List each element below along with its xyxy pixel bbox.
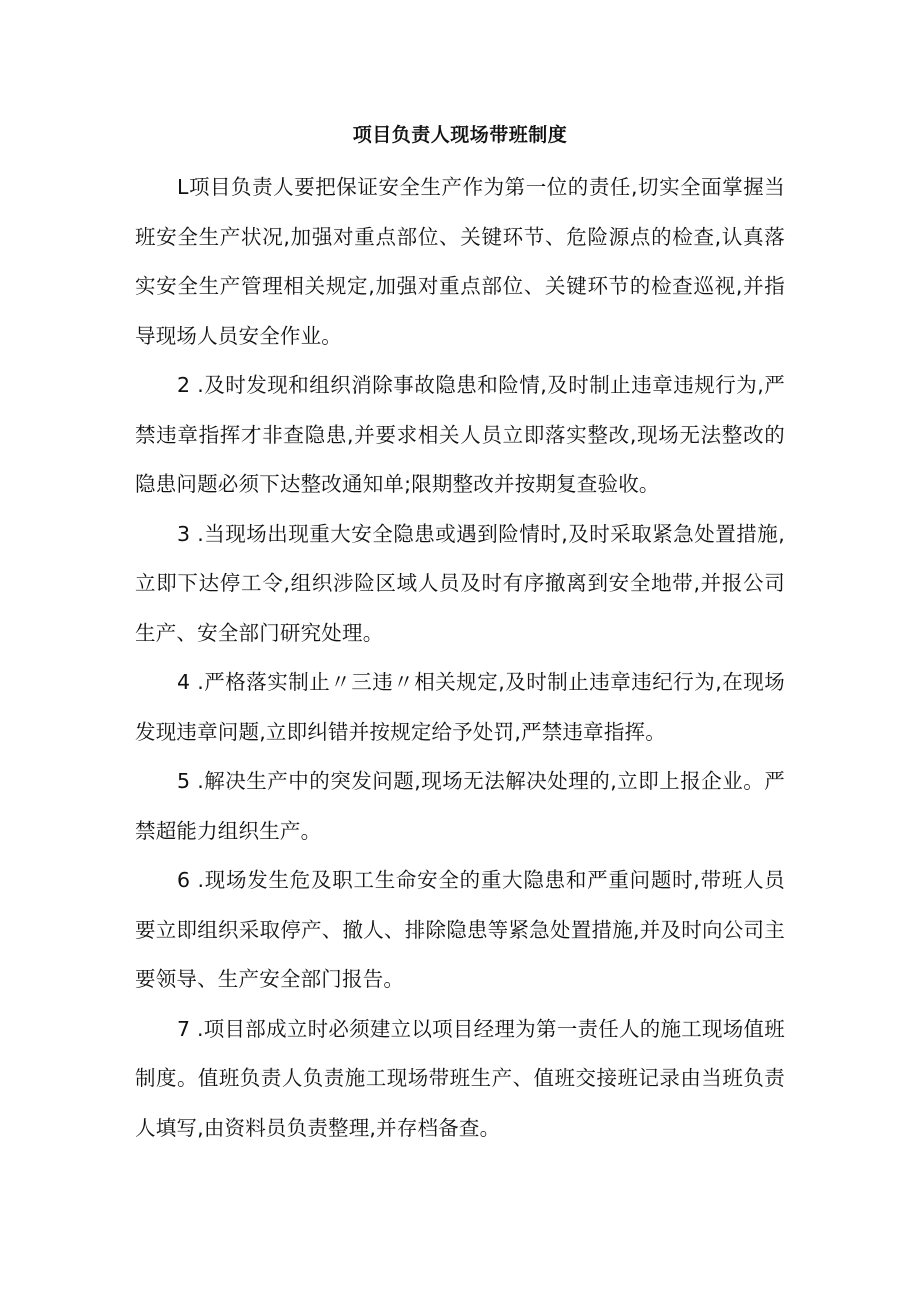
paragraph-3: 3 .当现场出现重大安全隐患或遇到险情时,及时采取紧急处置措施,立即下达停工令,组织涉险区域人员及时有序撤离到安全地带,并报公司生产、安全部门研究处理。 xyxy=(135,521,785,645)
paragraph-1: L项目负责人要把保证安全生产作为第一位的责任,切实全面掌握当班安全生产状况,加强对重点部位、关键环节、危险源点的检查,认真落实安全生产管理相关规定,加强对重点部位、关键环节的检查巡视,并指导现场人员安全作业。 xyxy=(135,175,785,348)
paragraph-7: 7 .项目部成立时必须建立以项目经理为第一责任人的施工现场值班制度。值班负责人负责施工现场带班生产、值班交接班记录由当班负责人填写,由资料员负责整理,并存档备查。 xyxy=(135,1016,785,1140)
document-title: 项目负责人现场带班制度 xyxy=(352,124,568,146)
document-body xyxy=(135,163,785,1153)
paragraph-5: 5 .解决生产中的突发问题,现场无法解决处理的,立即上报企业。严禁超能力组织生产。 xyxy=(135,769,785,843)
paragraph-4: 4 .严格落实制止〃三违〃相关规定,及时制止违章违纪行为,在现场发现违章问题,立即纠错并按规定给予处罚,严禁违章指挥。 xyxy=(135,670,785,744)
paragraph-6: 6 .现场发生危及职工生命安全的重大隐患和严重问题时,带班人员要立即组织采取停产、撤人、排除隐患等紧急处置措施,并及时向公司主要领导、生产安全部门报告。 xyxy=(135,868,785,991)
paragraph-2: 2 .及时发现和组织消除事故隐患和险情,及时制止违章违规行为,严禁违章指挥才非查隐患,并要求相关人员立即落实整改,现场无法整改的隐患问题必须下达整改通知单;限期整改并按期复查验收。 xyxy=(135,373,785,496)
